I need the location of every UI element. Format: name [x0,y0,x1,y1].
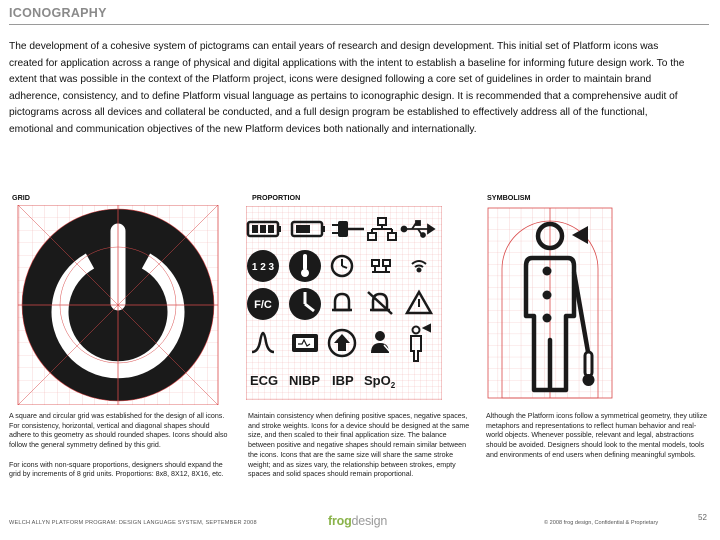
proportion-figure [246,206,442,400]
grid-caption: A square and circular grid was established for the design of all icons. For consistency, horizontal, vertical and diagonal shapes should adhere to this geometry as should rounded shapes. Icons should also follow the general symmetry defined by this grid. For icons with non-square proportions, designers should expand the grid by increments of 8 grid units. Proportions: 8x8, 8X12, 8X16, etc. [9,412,228,479]
title-divider [9,24,709,25]
footer-copyright: © 2008 frog design, Confidential & Proprietary [544,520,659,526]
ibp-label: IBP [332,373,354,388]
symbolism-figure [486,206,616,404]
svg-text:1 2 3: 1 2 3 [251,262,275,273]
temperature-unit-icon [247,288,279,320]
footer-program: WELCH ALLYN PLATFORM PROGRAM: DESIGN LANGUAGE SYSTEM, SEPTEMBER 2008 [9,520,257,526]
page-number: 52 [698,513,707,522]
frog-design-logo: frogdesign [328,514,388,528]
counter-icon [247,250,279,282]
proportion-heading: PROPORTION [252,193,301,202]
thermometer-icon [289,250,321,282]
nibp-label: NIBP [289,373,321,388]
clock-solid-icon [289,288,321,320]
grid-heading: GRID [12,193,30,202]
spo2-label: SpO$_2$ [364,373,396,390]
svg-text:F/C: F/C [254,299,272,311]
page-title: ICONOGRAPHY [9,6,107,20]
intro-paragraph: The development of a cohesive system of pictograms can entail years of research and design development. This initial set of Platform icons was created for application across a range of physical and digital applications with the intent to establish a baseline for informing future design work. To the extent that was possible in the context of the Platform project, icons were designed following a core set of guidelines in order to maintain brand adherence, consistency, and to define Platform visual language as pertains to iconographic design. It is recommended that a comprehensive audit of pictograms across all devices and collateral be conducted, and a full design program be established to effectively address all of the functional, emotional and communication objectives of the new Platform devices both nationally and internationally. [9,41,685,135]
symbolism-heading: SYMBOLISM [487,193,531,202]
proportion-caption: Maintain consistency when defining positive spaces, negative spaces, and stroke weights. Icons for a device should be designed at the same size, and then scaled to their final application size. The balance between positive and negative shapes should remain similar between the icons. Icons that are the same size will share the same stroke weight; and as sizes vary, the relationship between strokes, empty spaces and solid spaces should remain proportional. [248,412,470,479]
symbolism-caption: Although the Platform icons follow a symmetrical geometry, they utilize metaphors and representations to reflect human behavior and real-world objects. Whenever possible, relevant and legal, abstractions should be avoided. Designers should look to the mental models, tools and environments of end users when defining meaningful symbols. [486,412,708,459]
display-icon [292,334,318,352]
grid-figure [7,205,229,405]
ecg-label: ECG [250,373,279,388]
